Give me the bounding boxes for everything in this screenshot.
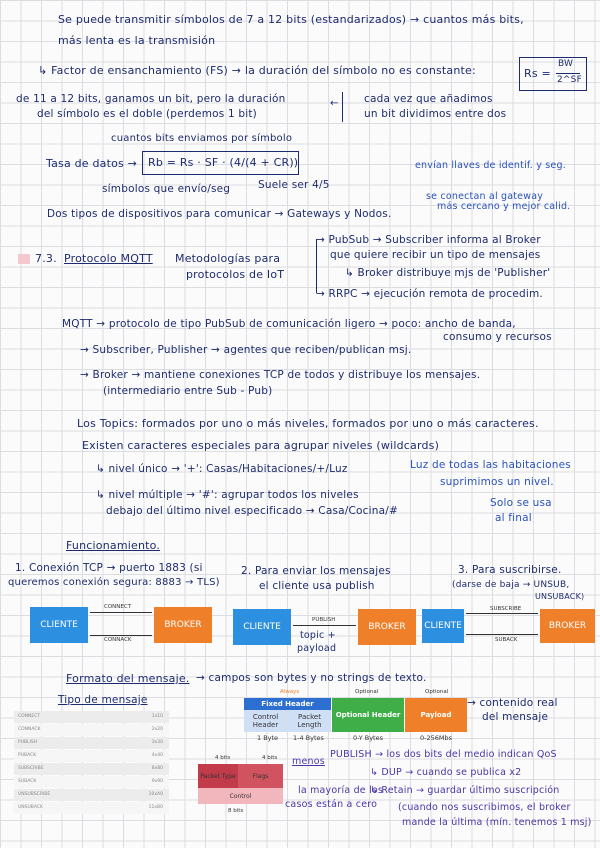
section-brace [316, 239, 317, 293]
mqtt-line-3b: (intermediario entre Sub - Pub) [103, 385, 273, 397]
topics-note-3: Solo se usa [490, 497, 552, 509]
diagram-1-connect-arrow [90, 612, 152, 613]
side-table-value: 10xA0 [148, 792, 163, 797]
section-title: Protocolo MQTT [64, 252, 153, 265]
note-line-2: más lenta es la transmisión [58, 34, 216, 47]
note-line-4d: un bit dividimos entre dos [364, 108, 507, 120]
formula-rs-den: 2^SF [557, 75, 582, 85]
side-table-value: 8x80 [151, 766, 163, 771]
hdr-optional-label-2: Optional [425, 689, 449, 695]
side-table-key: UNSUBACK [18, 805, 43, 810]
mqtt-line-1: MQTT → protocolo de tipo PubSub de comunicación ligero → poco: ancho de banda, [62, 318, 516, 330]
flags-dup: ↳ DUP → cuando se publica x2 [370, 767, 522, 778]
note-symbols-per-second: símbolos que envío/seg [102, 183, 231, 195]
note-line-4b: del símbolo es el doble (perdemos 1 bit) [37, 108, 257, 120]
hdr-packet-length: Packet Length [288, 710, 331, 732]
diagram-1-client: CLIENTE [30, 607, 88, 643]
message-type-label: Tipo de mensaje [58, 694, 148, 706]
side-table-key: PUBACK [18, 753, 37, 758]
side-table-key: CONNECT [18, 714, 41, 719]
diagram-3-subscribe-label: SUBSCRIBE [490, 606, 522, 612]
side-table-key: SUBSCRIBE [18, 766, 44, 771]
flags-retain: ↳ Retain → guardar último suscripción [370, 785, 560, 796]
side-table-value: 1x10 [151, 714, 163, 719]
note-device-types: Dos tipos de dispositivos para comunicar → Gateways y Nodos. [47, 208, 392, 220]
note-line-4c: cada vez que añadimos [364, 93, 493, 105]
topics-line-1: Los Topics: formados por uno o más niveles, formados por uno o más caracteres. [77, 417, 539, 430]
side-table-value: 3x30 [151, 740, 163, 745]
flags-retain-2: (cuando nos suscribimos, el broker [398, 802, 571, 813]
side-table-row [14, 724, 169, 736]
diagram-2-broker: BROKER [358, 609, 416, 645]
side-table-key: UNSUBSCRIBE [18, 792, 51, 797]
side-table-value: 4x40 [151, 753, 163, 758]
step-2-line-1: 2. Para enviar los mensajes [241, 565, 391, 577]
step-2-line-2: el cliente usa publish [259, 580, 375, 592]
arrow-left-icon: ← [330, 98, 339, 109]
diagram-2-client: CLIENTE [233, 609, 291, 645]
section-marker-icon [18, 254, 30, 264]
diagram-3-client: CLIENTE [422, 609, 464, 643]
ctl-control: Control [198, 788, 283, 804]
side-table-key: CONNACK [18, 727, 41, 732]
ctl-4bits-b: 4 bits [262, 755, 278, 761]
step-3-line-3: UNSUBACK) [535, 592, 585, 601]
side-table-value: 9x90 [151, 779, 163, 784]
side-table-row [14, 789, 169, 801]
flags-publish: PUBLISH → los dos bits del medio indican QoS [330, 749, 557, 760]
formula-rb-box [142, 151, 299, 175]
side-table-key: PUBLISH [18, 740, 38, 745]
mqtt-line-1b: consumo y recursos [443, 331, 552, 343]
topics-note-2: suprimimos un nivel. [440, 476, 554, 488]
flags-retain-3: mande la última (mín. tenemos 1 msj) [402, 817, 592, 828]
side-table-value: 2x20 [151, 727, 163, 732]
flags-mayoria-1: la mayoría de los [298, 785, 384, 796]
hdr-bytes-4: 0-256Mbs [420, 734, 453, 742]
hdr-always-label: Always [280, 689, 300, 695]
step-3-line-2: (darse de baja → UNSUB, [452, 580, 570, 590]
section-number: 7.3. [35, 252, 57, 265]
diagram-3-suback-label: SUBACK [495, 637, 518, 643]
hdr-bytes-3: 0-Y Bytes [353, 734, 383, 742]
pubsub-line-2: que quiere recibir un tipo de mensajes [330, 249, 541, 261]
diagram-1-broker: BROKER [154, 607, 212, 643]
topics-line-4: ↳ nivel múltiple → '#': agrupar todos los niveles [96, 489, 359, 501]
note-bits-per-symbol: cuantos bits enviamos por símbolo [111, 133, 293, 144]
side-table-row [14, 737, 169, 749]
message-format-subtitle: → campos son bytes y no strings de texto. [196, 672, 427, 684]
diagram-1-connack-label: CONNACK [104, 637, 132, 643]
hdr-bytes-1: 1 Byte [257, 734, 279, 742]
topics-line-2: Existen caracteres especiales para agrupar niveles (wildcards) [82, 439, 440, 452]
formula-rb: Rb = Rs · SF · (4/(4 + CR)) [148, 156, 299, 169]
side-table-row [14, 776, 169, 788]
hdr-optional-label-1: Optional [355, 689, 379, 695]
hdr-optional-header: Optional Header [332, 698, 404, 732]
note-line-1: Se puede transmitir símbolos de 7 a 12 bits (estandarizados) → cuantos más bits, [58, 13, 524, 26]
note-line-3: ↳ Factor de ensanchamiento (FS) → la duración del símbolo no es constante: [38, 64, 476, 77]
functioning-title: Funcionamiento. [66, 539, 161, 552]
hdr-control-header: Control Header [244, 710, 287, 732]
message-format-title: Formato del mensaje. [66, 672, 190, 685]
flags-mayoria-2: casos están a cero [285, 799, 378, 810]
diagram-1-connect-label: CONNECT [104, 604, 132, 610]
topics-line-3: ↳ nivel único → '+': Casas/Habitaciones/+/Luz [96, 463, 348, 475]
step-3-line-1: 3. Para suscribirse. [458, 564, 562, 576]
ctl-4bits-a: 4 bits [215, 755, 231, 761]
content-note-1: → contenido real [467, 697, 558, 709]
diagram-2-publish-label: PUBLISH [312, 617, 336, 623]
formula-rs-fraction-bar [556, 73, 580, 74]
ctl-8bits: 8 bits [228, 808, 244, 814]
hdr-bytes-2: 1-4 Bytes [293, 734, 324, 742]
diagram-3-broker: BROKER [540, 609, 595, 643]
section-meta-2: protocolos de IoT [186, 268, 285, 281]
pubsub-line-1: → PubSub → Subscriber informa al Broker [316, 234, 541, 246]
note-gateway-1: se conectan al gateway [426, 191, 544, 202]
side-table-value: 11xB0 [148, 805, 163, 810]
formula-rs-lhs: Rs = [524, 67, 551, 80]
side-table-row [14, 802, 169, 814]
bracket-divider [342, 92, 343, 122]
hdr-payload: Payload [405, 698, 467, 732]
diagram-1-connack-arrow [90, 635, 152, 636]
step-1-line-2: queremos conexión segura: 8883 → TLS) [8, 577, 220, 588]
side-table-row [14, 763, 169, 775]
diagram-2-publish-arrow [293, 625, 356, 626]
side-table-key: SUBACK [18, 779, 37, 784]
ctl-packet-type: Packet Type [198, 764, 238, 788]
formula-rs-num: BW [558, 59, 574, 69]
diagram-3-subscribe-arrow [466, 613, 538, 614]
hdr-fixed-header: Fixed Header [244, 698, 331, 710]
side-table-row [14, 750, 169, 762]
note-gateway-2: más cercano y mejor calid. [437, 201, 571, 212]
note-cr-default: Suele ser 4/5 [258, 179, 330, 191]
rrpc-line: → RRPC → ejecución remota de procedim. [316, 288, 543, 300]
diagram-3-suback-arrow [466, 634, 538, 635]
formula-rs-box [519, 57, 587, 91]
step-1-line-1: 1. Conexión TCP → puerto 1883 (si [15, 562, 203, 574]
section-meta-1: Metodologías para [175, 252, 281, 265]
side-table-row [14, 711, 169, 723]
topics-line-4b: debajo del último nivel especificado → Casa/Cocina/# [106, 505, 398, 517]
note-line-4a: de 11 a 12 bits, ganamos un bit, pero la duración [16, 93, 286, 105]
mqtt-line-3: → Broker → mantiene conexiones TCP de todos y distribuye los mensajes. [80, 369, 481, 381]
flags-menos: menos [292, 756, 325, 767]
mqtt-line-2: → Subscriber, Publisher → agentes que reciben/publican msj. [80, 344, 412, 356]
data-rate-label: Tasa de datos → [46, 157, 138, 170]
pubsub-line-3: ↳ Broker distribuye mjs de 'Publisher' [345, 267, 551, 279]
diagram-2-note-1: topic + [300, 630, 336, 641]
ctl-flags: Flags [238, 764, 283, 788]
topics-note-1: Luz de todas las habitaciones [410, 459, 571, 471]
note-identity-keys: envían llaves de identif. y seg. [415, 160, 566, 171]
diagram-2-note-2: payload [297, 643, 337, 654]
content-note-2: del mensaje [482, 711, 549, 723]
topics-note-4: al final [495, 512, 532, 524]
